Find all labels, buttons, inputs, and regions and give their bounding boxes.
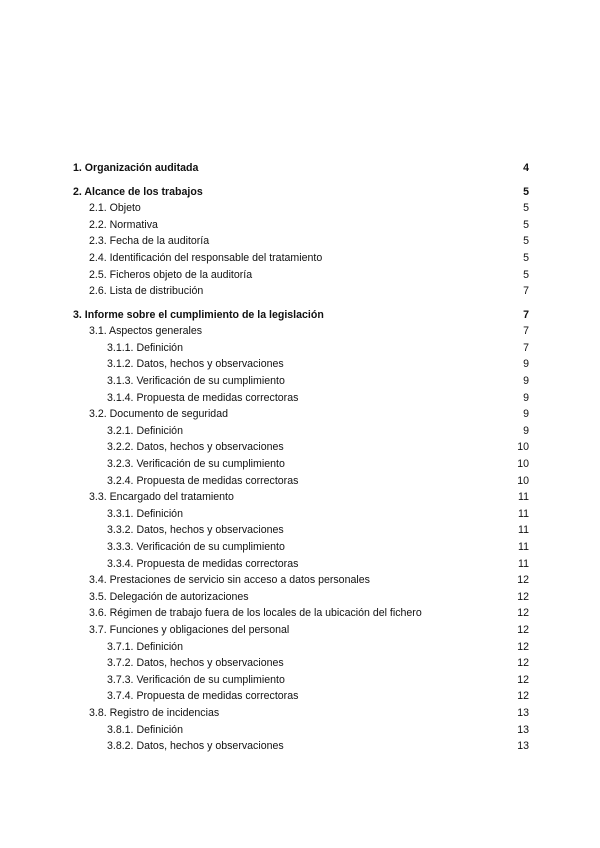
toc-entry-page: 10 [517,458,529,470]
toc-entry-page: 11 [518,507,529,520]
toc-entry-page: 9 [523,375,529,387]
toc-subsubsection[interactable] [73,672,529,688]
toc-entry-title: 3.7.2. Datos, hechos y observaciones [107,657,284,670]
toc-subsection[interactable] [73,323,529,339]
toc-subsection[interactable] [73,200,529,216]
toc-entry-page: 4 [523,162,529,174]
toc-entry-page: 5 [523,251,529,264]
toc-entry-page: 12 [517,574,529,587]
toc-entry-page: 12 [517,640,529,653]
toc-entry-page: 10 [517,441,529,454]
toc-subsubsection[interactable] [73,522,529,538]
toc-entry-title: 3.8.2. Datos, hechos y observaciones [107,740,284,753]
toc-entry-page: 13 [517,723,529,736]
toc-subsubsection[interactable] [73,456,529,472]
toc-section[interactable] [73,184,529,200]
toc-entry-page: 12 [517,673,529,686]
toc-entry-page: 5 [523,218,529,231]
toc-subsection[interactable] [73,589,529,605]
toc-entry-page: 7 [523,325,529,338]
toc-entry-title: 3.3.4. Propuesta de medidas correctoras [107,557,299,570]
toc-entry-page: 12 [517,624,529,636]
toc-entry-page: 5 [523,235,529,248]
toc-entry-page: 5 [523,185,529,198]
toc-entry-page: 10 [517,474,529,487]
toc-subsection[interactable] [73,233,529,249]
toc-entry-page: 7 [523,341,529,354]
toc-entry-page: 11 [518,557,529,570]
toc-subsubsection[interactable] [73,423,529,439]
toc-section[interactable] [73,160,529,176]
toc-entry-title: 3.2. Documento de seguridad [89,408,228,421]
toc-subsection[interactable] [73,605,529,621]
toc-entry-title: 3.3. Encargado del tratamiento [89,491,234,504]
toc-subsubsection[interactable] [73,390,529,406]
toc-entry-title: 2. Alcance de los trabajos [73,185,203,198]
toc-entry-page: 11 [518,541,529,553]
toc-entry-title: 2.3. Fecha de la auditoría [89,235,210,248]
toc-entry-title: 3.2.2. Datos, hechos y observaciones [107,441,284,454]
toc-entry-title: 3.3.1. Definición [107,507,183,520]
toc-subsubsection[interactable] [73,340,529,356]
toc-entry-title: 3.3.2. Datos, hechos y observaciones [107,524,284,537]
toc-entry-page: 12 [517,690,529,703]
toc-subsubsection[interactable] [73,639,529,655]
toc-entry-title: 3.1.2. Datos, hechos y observaciones [107,358,284,371]
toc-subsubsection[interactable] [73,688,529,704]
toc-entry-page: 9 [523,424,529,437]
toc-entry-page: 5 [523,202,529,215]
toc-subsection[interactable] [73,406,529,422]
toc-entry-page: 9 [523,391,529,404]
toc-entry-title: 3.2.1. Definición [107,424,183,437]
toc-subsubsection[interactable] [73,655,529,671]
toc-entry-title: 3.5. Delegación de autorizaciones [89,590,249,603]
toc-entry-title: 3.7. Funciones y obligaciones del personal [89,624,290,636]
toc-entry-title: 3.2.3. Verificación de su cumplimiento [107,458,285,470]
toc-entry-title: 2.6. Lista de distribución [89,285,204,298]
toc-subsection[interactable] [73,283,529,299]
toc-entry-title: 3.8.1. Definición [107,723,183,736]
toc-entry-title: 3.3.3. Verificación de su cumplimiento [107,541,285,553]
toc-subsubsection[interactable] [73,539,529,555]
toc-entry-page: 12 [517,590,529,603]
toc-subsubsection[interactable] [73,356,529,372]
toc-entry-page: 11 [518,491,529,504]
toc-subsection[interactable] [73,572,529,588]
toc-subsubsection[interactable] [73,556,529,572]
toc-entry-page: 11 [518,524,529,537]
toc-entry-title: 3.6. Régimen de trabajo fuera de los locales de la ubicación del fichero [89,607,422,620]
toc-entry-title: 2.2. Normativa [89,218,158,231]
toc-subsection[interactable] [73,705,529,721]
toc-subsubsection[interactable] [73,722,529,738]
toc-entry-title: 3.8. Registro de incidencias [89,707,220,719]
toc-entry-title: 3. Informe sobre el cumplimiento de la legislación [73,308,324,321]
toc-entry-page: 7 [523,308,529,321]
toc-subsubsection[interactable] [73,473,529,489]
toc-entry-page: 13 [517,707,529,719]
toc-section[interactable] [73,307,529,323]
toc-entry-page: 13 [517,740,529,753]
toc-subsection[interactable] [73,250,529,266]
toc-subsection[interactable] [73,622,529,638]
toc-subsection[interactable] [73,267,529,283]
toc-subsubsection[interactable] [73,439,529,455]
toc-entry-title: 3.1.3. Verificación de su cumplimiento [107,375,285,387]
toc-entry-title: 3.1.1. Definición [107,341,183,354]
toc-entry-title: 3.1.4. Propuesta de medidas correctoras [107,391,299,404]
toc-entry-title: 2.4. Identificación del responsable del tratamiento [89,251,323,264]
toc-entry-title: 2.1. Objeto [89,202,141,215]
toc-entry-title: 3.2.4. Propuesta de medidas correctoras [107,474,299,487]
toc-entry-page: 9 [523,358,529,371]
toc-entry-title: 3.7.4. Propuesta de medidas correctoras [107,690,299,703]
toc-entry-title: 2.5. Ficheros objeto de la auditoría [89,268,253,281]
toc-subsubsection[interactable] [73,738,529,754]
toc-subsubsection[interactable] [73,373,529,389]
toc-subsection[interactable] [73,217,529,233]
toc-entry-title: 3.7.1. Definición [107,640,183,653]
toc-subsubsection[interactable] [73,506,529,522]
toc-entry-title: 3.7.3. Verificación de su cumplimiento [107,673,285,686]
toc-subsection[interactable] [73,489,529,505]
toc-entry-page: 9 [523,408,529,421]
toc-entry-page: 12 [517,657,529,670]
toc-entry-title: 1. Organización auditada [73,162,199,174]
toc-entry-title: 3.1. Aspectos generales [89,325,203,338]
toc-entry-page: 7 [523,285,529,298]
toc-entry-page: 12 [517,607,529,620]
toc-entry-title: 3.4. Prestaciones de servicio sin acceso a datos personales [89,574,370,587]
toc-entry-page: 5 [523,268,529,281]
